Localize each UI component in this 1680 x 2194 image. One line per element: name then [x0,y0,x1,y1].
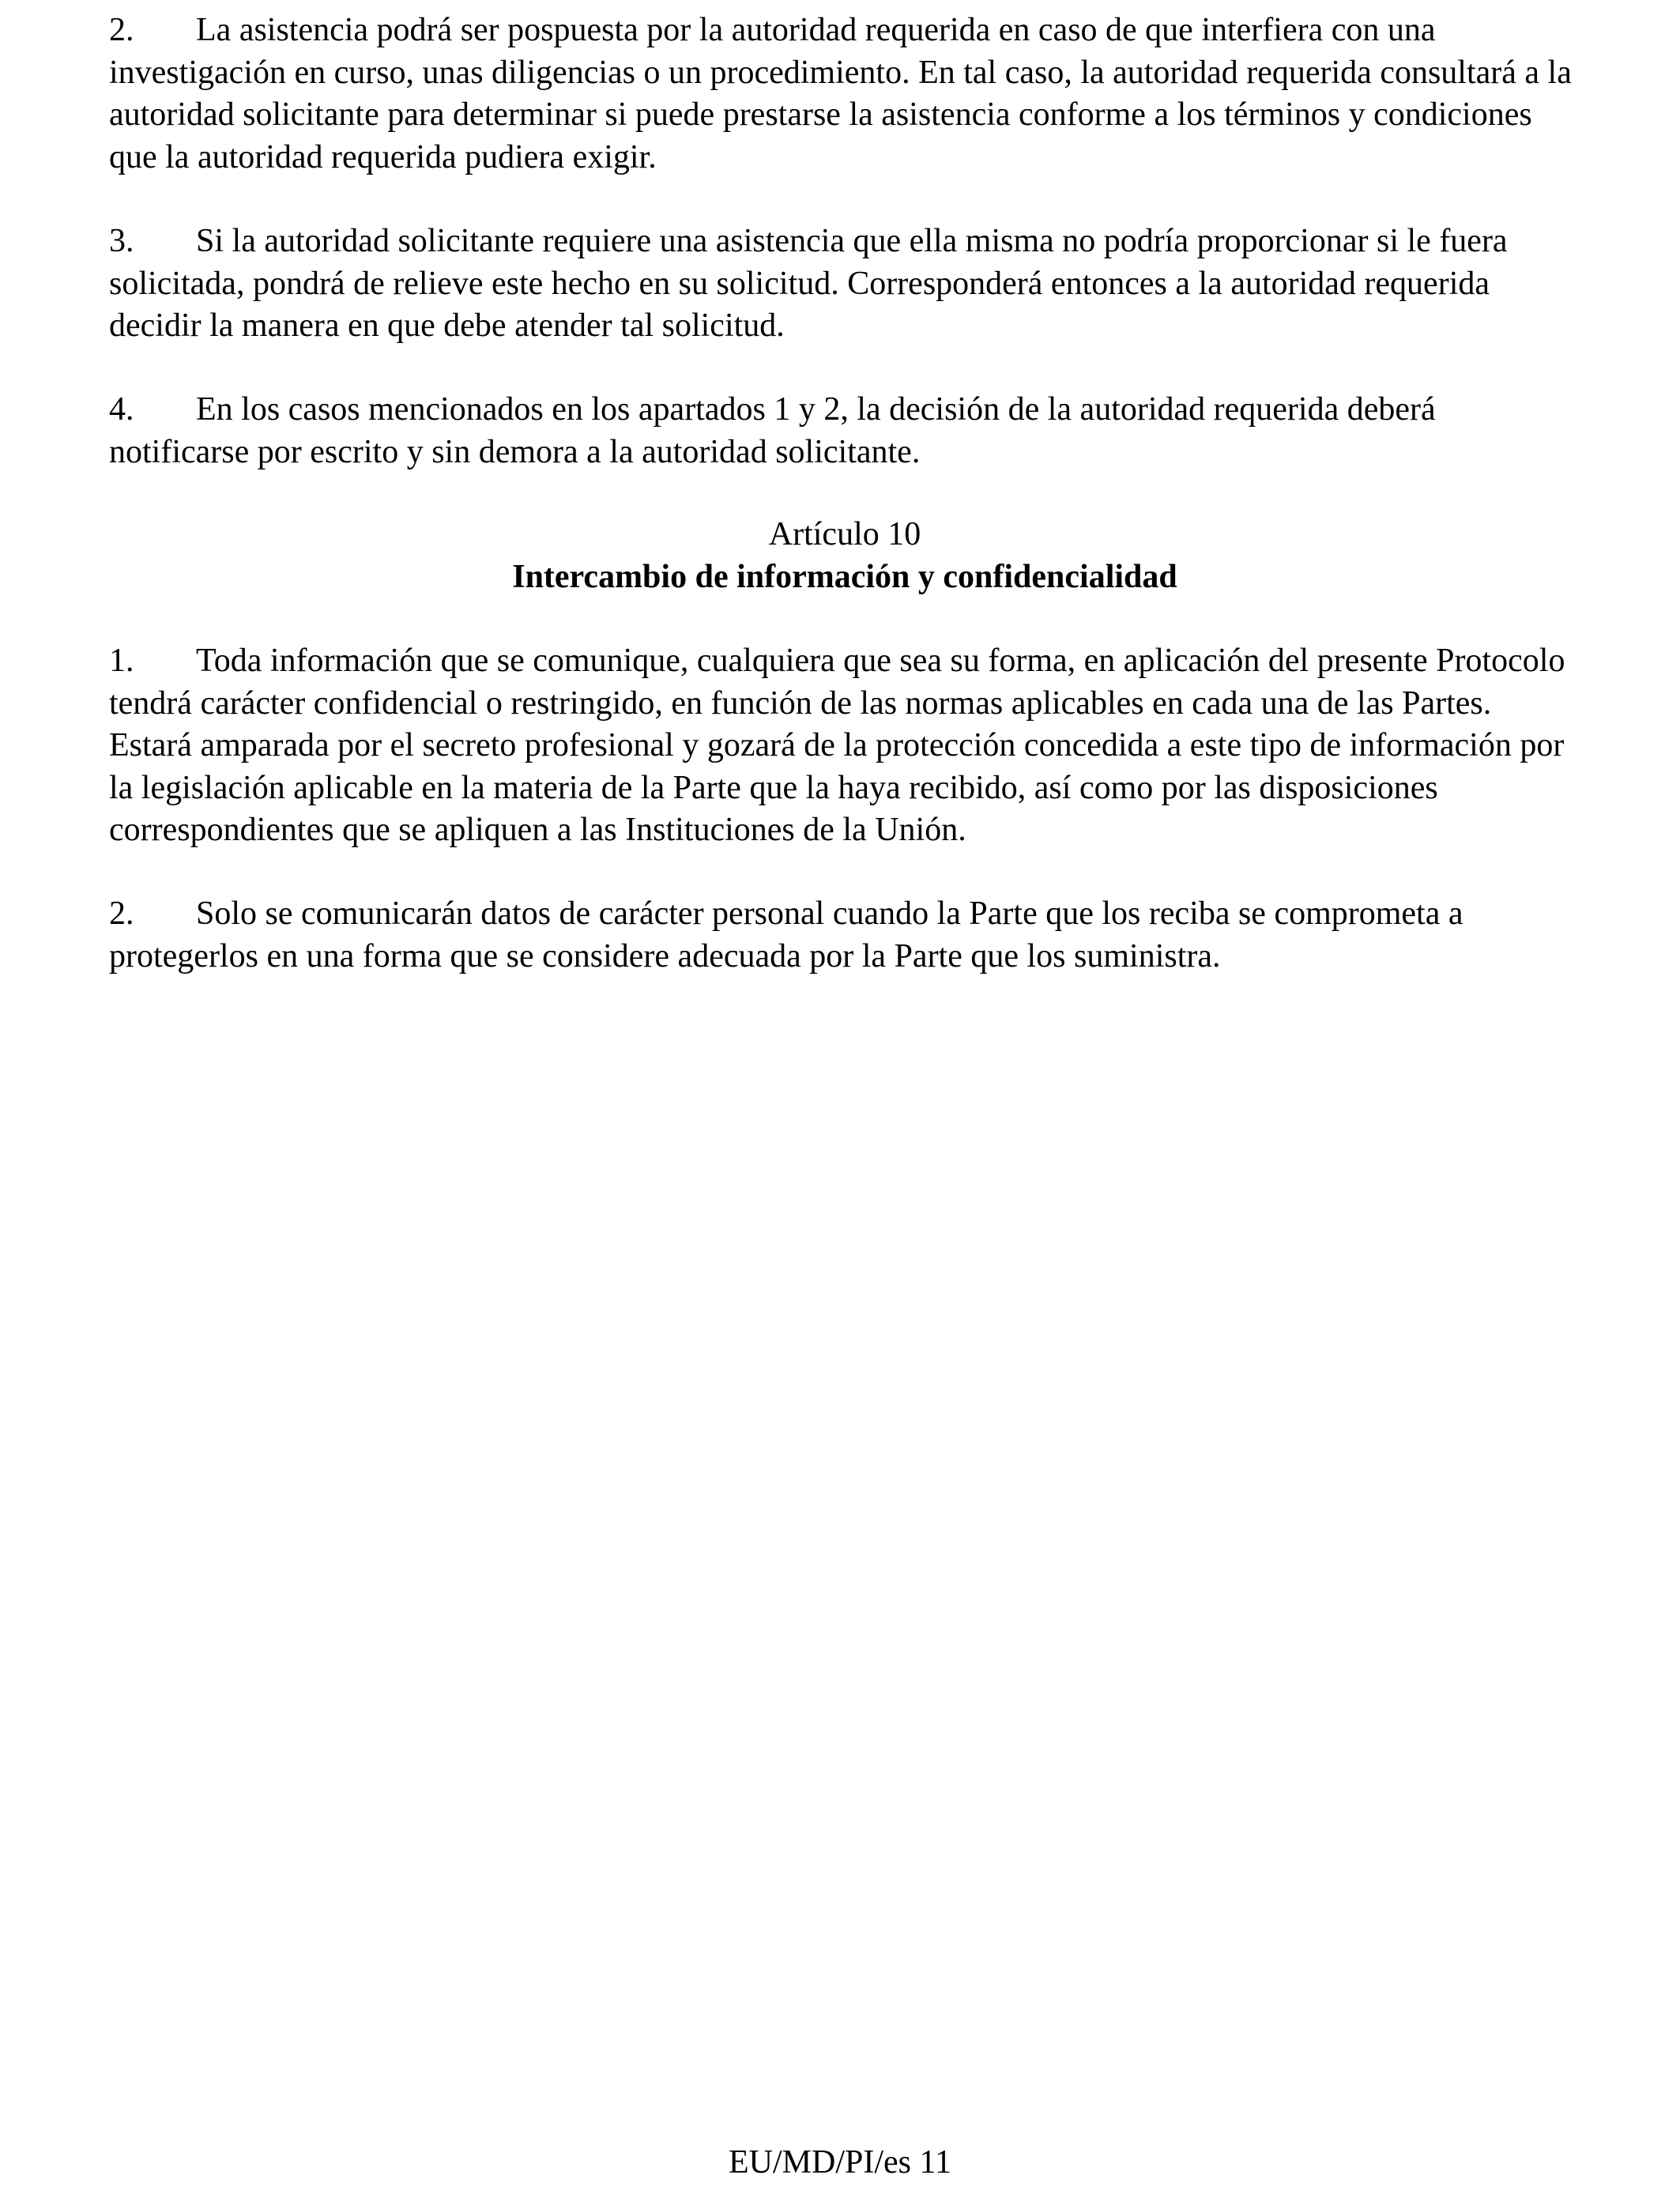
paragraph-number: 2. [109,12,134,48]
paragraph-3 [109,221,1580,348]
article-label: Artículo 10 [768,516,921,552]
paragraph-4 [109,389,1580,473]
page-footer-reference: EU/MD/PI/es 11 [729,2144,951,2181]
paragraph-number: 4. [109,391,134,428]
paragraph-text: Si la autoridad solicitante requiere una asistencia que ella misma no podría proporcionar si le fuera solicitada, pondrá de relieve este hecho en su solicitud. Corresponderá entonces a la autoridad requerida decidir la manera en que debe atender tal solicitud. [109,223,1508,344]
paragraph-text: La asistencia podrá ser pospuesta por la autoridad requerida en caso de que interfiera con una investigación en curso, unas diligencias o un procedimiento. En tal caso, la autoridad requerida consultará a la autoridad solicitante para determinar si puede prestarse la asistencia conforme a los términos y condiciones que la autoridad requerida pudiera exigir. [109,12,1572,175]
paragraph-text: En los casos mencionados en los apartados 1 y 2, la decisión de la autoridad requerida deberá notificarse por escrito y sin demora a la autoridad solicitante. [109,391,1436,470]
paragraph-number: 3. [109,223,134,259]
paragraph-text: Solo se comunicarán datos de carácter personal cuando la Parte que los reciba se comprometa a protegerlos en una forma que se considere adecuada por la Parte que los suministra. [109,895,1463,974]
paragraph-2 [109,9,1580,179]
article-heading [109,514,1580,598]
article-title: Intercambio de información y confidencialidad [512,558,1177,595]
article-paragraph-1 [109,640,1580,852]
paragraph-text: Toda información que se comunique, cualquiera que sea su forma, en aplicación del presente Protocolo tendrá carácter confidencial o restringido, en función de las normas aplicables en cada una de las Partes. Estará amparada por el secreto profesional y gozará de la protección concedida a este tipo de información por la legislación aplicable en la materia de la Parte que la haya recibido, así como por las disposiciones correspondientes que se apliquen a las Instituciones de la Unión. [109,643,1565,848]
paragraph-number: 1. [109,643,134,679]
article-paragraph-2 [109,893,1580,978]
paragraph-number: 2. [109,895,134,932]
